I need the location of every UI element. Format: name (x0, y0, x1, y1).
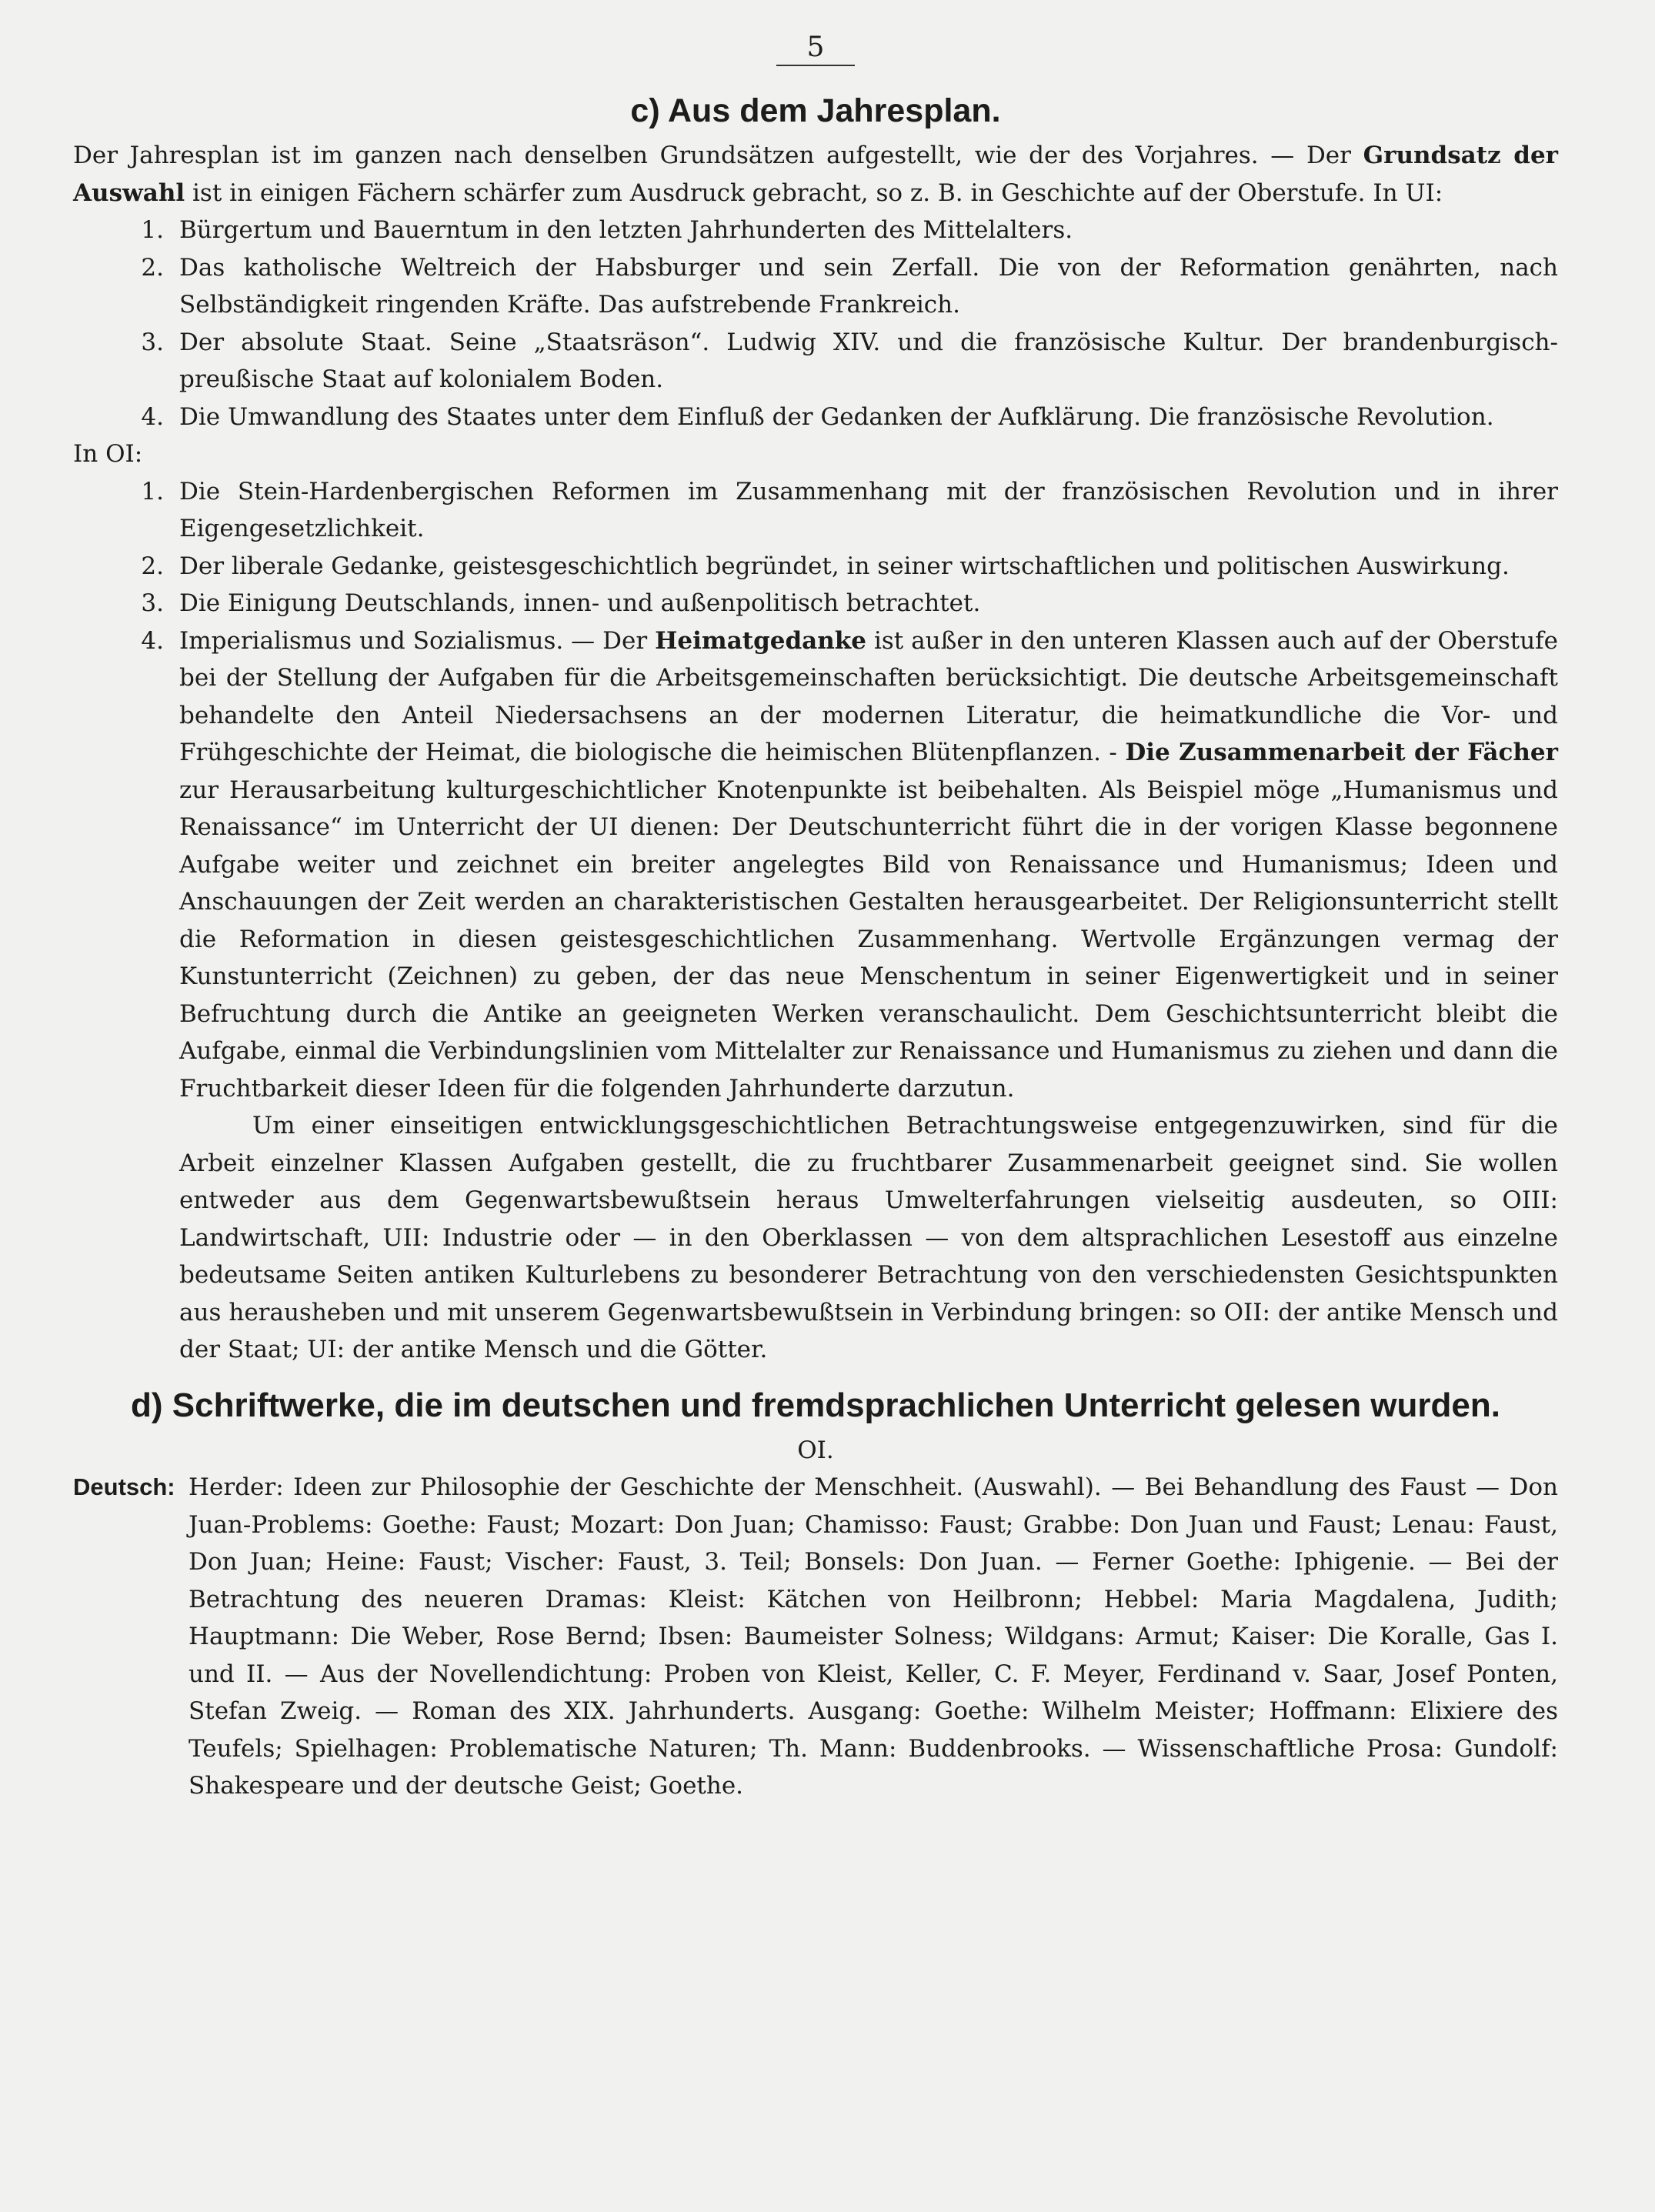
list-item: 4. Die Umwandlung des Staates unter dem Einfluß der Gedanken der Aufklärung. Die französische Revolution. (141, 402, 1494, 431)
section-d-title: d) Schriftwerke, die im deutschen und fremdsprachlichen Unterricht gelesen wurden. (131, 1386, 1500, 1424)
list-item: 1. Die Stein-Hardenbergischen Reformen im Zusammenhang mit der französischen Revolution und in ihrer Eigengesetzlichkeit. (141, 477, 1558, 542)
oi-topic-list (73, 473, 1558, 1369)
subject-label: Deutsch: (73, 1473, 175, 1500)
item4-paragraph: Imperialismus und Sozialismus. — Der Heimatgedanke ist außer in den unteren Klassen auch auf der Oberstufe bei der Stellung der Aufgaben für die Arbeitsgemeinschaften berücksichtigt. Die deutsche Arbeitsgemeinschaft behandelte den Anteil Niedersachsens an der modernen Literatur, die heimatkundliche die Vor- und Frühgeschichte der Heimat, die biologische die heimischen Blütenpflanzen. - Die Zusammenarbeit der Fächer zur Herausarbeitung kulturgeschichtlicher Knotenpunkte ist beibehalten. Als Beispiel möge „Humanismus und Renaissance“ im Unterricht der UI dienen: Der Deutschunterricht führt die in der vorigen Klasse begonnene Aufgabe weiter und zeichnet ein breiter angelegtes Bild von Renaissance und Humanismus; Ideen und Anschauungen der Zeit werden an charakteristischen Gestalten herausgearbeitet. Der Religionsunterricht stellt die Reformation in diesen geistesgeschichtlichen Zusammenhang. Wertvolle Ergänzungen vermag der Kunstunterricht (Zeichnen) zu geben, der das neue Menschentum in seiner Eigenwertigkeit und in seiner Befruchtung durch die Antike an geeigneten Werken veranschaulicht. Dem Geschichtsunterricht bleibt die Aufgabe, einmal die Verbindungslinien vom Mittelalter zur Renaissance und Humanismus zu ziehen und dann die Fruchtbarkeit dieser Ideen für die folgenden Jahrhunderte darzutun. (179, 626, 1558, 1103)
list-item: 3. Die Einigung Deutschlands, innen- und außenpolitisch betrachtet. (141, 589, 981, 617)
intro-bold-term: Grundsatz der Auswahl (73, 142, 1558, 207)
list-item: 2. Das katholische Weltreich der Habsburger und sein Zerfall. Die von der Reformation genährten, nach Selbständigkeit ringenden Kräfte. Das aufstrebende Frankreich. (141, 253, 1558, 319)
list-item: 4. Imperialismus und Sozialismus. — Der Heimatgedanke ist außer in den unteren Klassen auch auf der Oberstufe bei der Stellung der Aufgaben für die Arbeitsgemeinschaften berücksichtigt. Die deutsche Arbeitsgemeinschaft behandelte den Anteil Niedersachsens an der modernen Literatur, die heimatkundliche die Vor- und Frühgeschichte der Heimat, die biologische die heimischen Blütenpflanzen. - Die Zusammenarbeit der Fächer zur Herausarbeitung kulturgeschichtlicher Knotenpunkte ist beibehalten. Als Beispiel möge „Humanismus und Renaissance“ im Unterricht der UI dienen: Der Deutschunterricht führt die in der vorigen Klasse begonnene Aufgabe weiter und zeichnet ein breiter angelegtes Bild von Renaissance und Humanismus; Ideen und Anschauungen der Zeit werden an charakteristischen Gestalten herausgearbeitet. Der Religionsunterricht stellt die Reformation in diesen geistesgeschichtlichen Zusammenhang. Wertvolle Ergänzungen vermag der Kunstunterricht (Zeichnen) zu geben, der das neue Menschentum in seiner Eigenwertigkeit und in seiner Befruchtung durch die Antike an geeigneten Werken veranschaulicht. Dem Geschichtsunterricht bleibt die Aufgabe, einmal die Verbindungslinien vom Mittelalter zur Renaissance und Humanismus zu ziehen und dann die Fruchtbarkeit dieser Ideen für die folgenden Jahrhunderte darzutun. Um einer einseitigen entwicklungsgeschichtlichen Betrachtungsweise entgegenzuwirken, sind für die Arbeit einzelner Klassen Aufgaben gestellt, die zu fruchtbarer Zusammenarbeit geeignet sind. Sie wollen entweder aus dem Gegenwartsbewußtsein heraus Umwelterfahrungen vielseitig ausdeuten, so OIII: Landwirtschaft, UII: Industrie oder — in den Oberklassen — von dem altsprachlichen Lesestoff aus einzelne bedeutsame Seiten antiken Kulturlebens zu besonderer Betrachtung von den verschiedensten Gesichtspunkten aus herausheben und mit unserem Gegenwartsbewußtsein in Verbindung bringen: so OII: der antike Mensch und der Staat; UI: der antike Mensch und die Götter. (127, 622, 1558, 1369)
literature-entry (73, 1469, 1558, 1805)
list-item: 1. Bürgertum und Bauerntum in den letzten Jahrhunderten des Mittelalters. (141, 216, 1073, 244)
ui-topic-list (73, 212, 1558, 435)
section-c-title: c) Aus dem Jahresplan. (630, 92, 1001, 129)
list-item: 2. Der liberale Gedanke, geistesgeschichtlich begründet, in seiner wirtschaftlichen und politischen Auswirkung. (141, 552, 1510, 580)
section-c-intro: Der Jahresplan ist im ganzen nach denselben Grundsätzen aufgestellt, wie der des Vorjahres. — Der Grundsatz der Auswahl ist in einigen Fächern schärfer zum Ausdruck gebracht, so z. B. in Geschichte auf der Oberstufe. In UI: (73, 142, 1558, 207)
document-page (73, 31, 1558, 1805)
class-label: OI. (797, 1436, 834, 1464)
oi-label: In OI: (73, 440, 143, 468)
page-number: 5 (73, 31, 1558, 68)
item4-paragraph-2: Um einer einseitigen entwicklungsgeschichtlichen Betrachtungsweise entgegenzuwirken, sind für die Arbeit einzelner Klassen Aufgaben gestellt, die zu fruchtbarer Zusammenarbeit geeignet sind. Sie wollen entweder aus dem Gegenwartsbewußtsein heraus Umwelterfahrungen vielseitig ausdeuten, so OIII: Landwirtschaft, UII: Industrie oder — in den Oberklassen — von dem altsprachlichen Lesestoff aus einzelne bedeutsame Seiten antiken Kulturlebens zu besonderer Betrachtung von den verschiedensten Gesichtspunkten aus herausheben und mit unserem Gegenwartsbewußtsein in Verbindung bringen: so OII: der antike Mensch und der Staat; UI: der antike Mensch und die Götter. (179, 1112, 1558, 1363)
list-item: 3. Der absolute Staat. Seine „Staatsräson“. Ludwig XIV. und die französische Kultur. Der brandenburgisch-preußische Staat auf kolonialem Boden. (141, 328, 1558, 393)
literature-text: Herder: Ideen zur Philosophie der Geschichte der Menschheit. (Auswahl). — Bei Behandlung des Faust — Don Juan-Problems: Goethe: Faust; Mozart: Don Juan; Chamisso: Faust; Grabbe: Don Juan und Faust; Lenau: Faust, Don Juan; Heine: Faust; Vischer: Faust, 3. Teil; Bonsels: Don Juan. — Ferner Goethe: Iphigenie. — Bei der Betrachtung des neueren Dramas: Kleist: Kätchen von Heilbronn; Hebbel: Maria Magdalena, Judith; Hauptmann: Die Weber, Rose Bernd; Ibsen: Baumeister Solness; Wildgans: Armut; Kaiser: Die Koralle, Gas I. und II. — Aus der Novellendichtung: Proben von Kleist, Keller, C. F. Meyer, Ferdinand v. Saar, Josef Ponten, Stefan Zweig. — Roman des XIX. Jahrhunderts. Ausgang: Goethe: Wilhelm Meister; Hoffmann: Elixiere des Teufels; Spielhagen: Problematische Naturen; Th. Mann: Buddenbrooks. — Wissenschaftliche Prosa: Gundolf: Shakespeare und der deutsche Geist; Goethe. (189, 1473, 1558, 1800)
zusammenarbeit-bold: Die Zusammenarbeit der Fächer (1125, 739, 1558, 766)
heimatgedanke-bold: Heimatgedanke (655, 626, 867, 655)
